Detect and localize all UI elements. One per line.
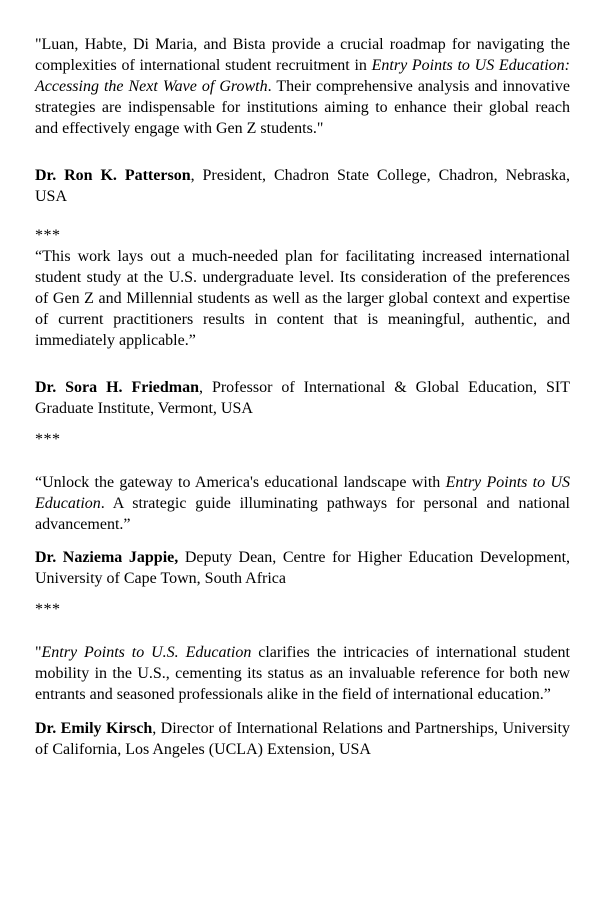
endorsement-section-3	[35, 472, 570, 589]
section-separator: ***	[35, 431, 61, 448]
endorser-name: Dr. Ron K. Patterson	[35, 167, 191, 184]
endorsement-quote: “Unlock the gateway to America's educational landscape with Entry Points to US Education. A strategic guide illuminating pathways for personal and national advancement.”	[35, 474, 570, 533]
section-separator: ***	[35, 601, 61, 618]
endorsement-quote: "Entry Points to U.S. Education clarifies the intricacies of international student mobility in the U.S., cementing its status as an invaluable reference for both new entrants and seasoned professionals alike in the field of international education.”	[35, 644, 571, 703]
endorser-name: Dr. Naziema Jappie,	[35, 549, 179, 566]
endorsement-attribution	[35, 165, 570, 207]
endorsement-attribution	[35, 547, 570, 589]
endorsement-attribution	[35, 718, 570, 760]
endorsement-section-2	[35, 246, 570, 419]
endorser-name: Dr. Emily Kirsch	[35, 720, 153, 737]
section-separator: ***	[35, 227, 61, 244]
endorsement-quote: "Luan, Habte, Di Maria, and Bista provide a crucial roadmap for navigating the complexities of international student recruitment in Entry Points to US Education: Accessing the Next Wave of Growth. Their comprehensive analysis and innovative strategies are indispensable for institutions aiming to enhance their global reach and effectively engage with Gen Z students."	[35, 36, 570, 137]
endorser-affiliation: Deputy Dean, Centre for Higher Education Development, University of Cape Town, South Africa	[35, 549, 571, 587]
endorsement-quote: “This work lays out a much-needed plan for facilitating increased international student study at the U.S. undergraduate level. Its consideration of the preferences of Gen Z and Millennial students as well as the larger global context and expertise of current practitioners results in content that is meaningful, authentic, and immediately applicable.”	[35, 248, 570, 349]
endorser-name: Dr. Sora H. Friedman	[35, 379, 200, 396]
endorsement-attribution	[35, 377, 570, 419]
endorser-affiliation: , President, Chadron State College, Chadron, Nebraska, USA	[35, 167, 571, 205]
endorsement-section-4	[35, 642, 570, 760]
endorser-affiliation: , Director of International Relations and Partnerships, University of California, Los Angeles (UCLA) Extension, USA	[35, 720, 571, 758]
endorser-affiliation: , Professor of International & Global Education, SIT Graduate Institute, Vermont, USA	[35, 379, 570, 417]
endorsement-section-1	[35, 34, 570, 207]
